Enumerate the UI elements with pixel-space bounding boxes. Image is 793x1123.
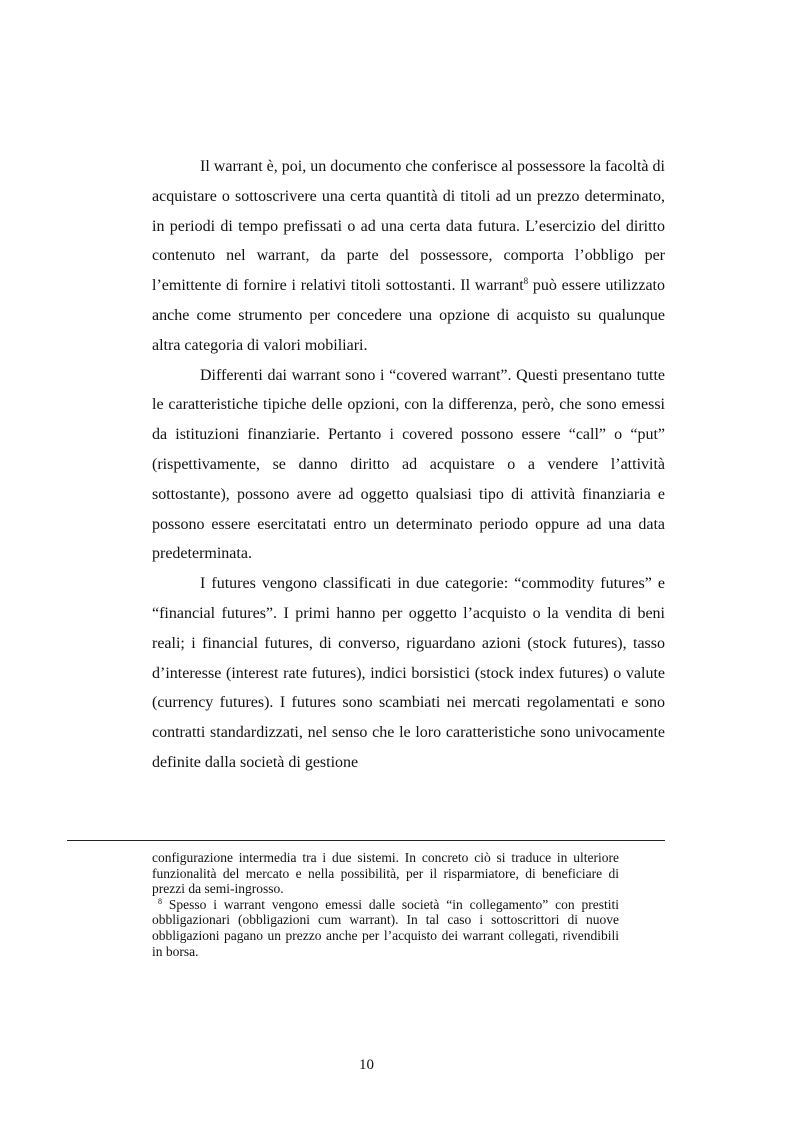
footnote-separator bbox=[67, 840, 665, 841]
footnote-8 bbox=[152, 897, 619, 959]
paragraph-warrant bbox=[152, 152, 665, 361]
paragraph-covered-warrant: Differenti dai warrant sono i “covered warrant”. Questi presentano tutte le caratteristiche tipiche delle opzioni, con la differenza, però, che sono emessi da istituzioni finanziarie. Pertanto i covered possono essere “call” o “put” (rispettivamente, se danno diritto ad acquistare o a vendere l’attività sottostante), possono avere ad oggetto qualsiasi tipo di attività finanziaria e possono essere esercitatati entro un determinato periodo oppure ad una data predeterminata. bbox=[152, 366, 665, 563]
page-number: 10 bbox=[359, 1057, 374, 1073]
body-text bbox=[152, 152, 665, 778]
paragraph-warrant-text: Il warrant è, poi, un documento che conferisce al possessore la facoltà di acquistare o sottoscrivere una certa quantità di titoli ad un prezzo determinato, in periodi di tempo prefissati o ad una certa data futura. L’esercizio del diritto contenuto nel warrant, da parte del possessore, comporta l’obbligo per l’emittente di fornire i relativi titoli sottostanti. Il warrant bbox=[152, 158, 665, 295]
footnote-ref-8[interactable]: 8 bbox=[523, 276, 529, 287]
footnote-8-text: Spesso i warrant vengono emessi dalle società “in collegamento” con prestiti obbligazionari (obbligazioni cum warrant). In tal caso i sottoscrittori di nuove obbligazioni pagano un prezzo anche per l’acquisto dei warrant collegati, rivendibili in borsa. bbox=[152, 896, 619, 959]
footnote-continued: configurazione intermedia tra i due sistemi. In concreto ciò si traduce in ulteriore funzionalità del mercato e nella possibilità, per il risparmiatore, di beneficiare di prezzi da semi-ingrosso. bbox=[152, 850, 619, 897]
paragraph-futures: I futures vengono classificati in due categorie: “commodity futures” e “financial futures”. I primi hanno per oggetto l’acquisto o la vendita di beni reali; i financial futures, di converso, riguardano azioni (stock futures), tasso d’interesse (interest rate futures), indici borsistici (stock index futures) o valute (currency futures). I futures sono scambiati nei mercati regolamentati e sono contratti standardizzati, nel senso che le loro caratteristiche sono univocamente definite dalla società di gestione bbox=[152, 575, 665, 771]
footnotes bbox=[152, 850, 619, 959]
paragraph-warrant-text-cont: può essere utilizzato anche come strumento per concedere una opzione di acquisto su qualunque altra categoria di valori mobiliari. bbox=[152, 277, 665, 354]
footnote-8-marker: 8 bbox=[158, 896, 162, 906]
